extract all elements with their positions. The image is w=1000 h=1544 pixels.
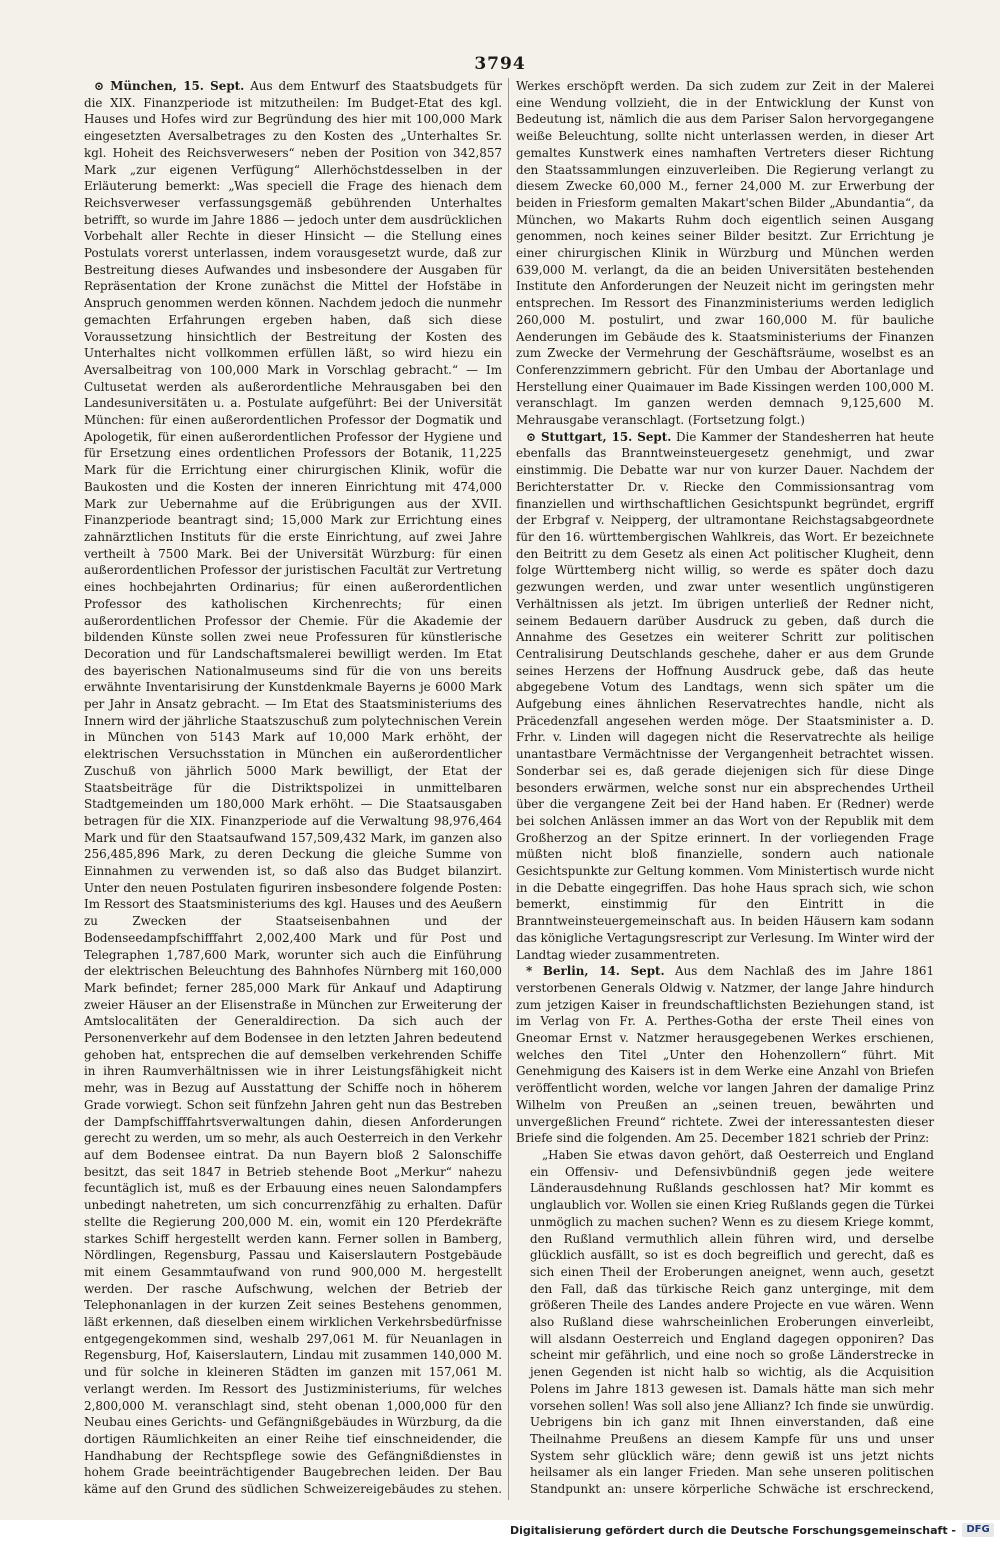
column-divider [508, 78, 509, 1500]
first-letter [516, 1147, 934, 1500]
page-number: 3794 [474, 54, 526, 74]
article-munich-continuation-text: Werkes erschöpft werden. Da sich zudem zur Zeit in der Malerei eine Wendung vollzieht, die in der Entwicklung der Kunst von Bedeutung ist, nämlich die aus dem Pariser Salon hervorgegangene weiße Beleuchtung, sollte nicht unterlassen werden, in dieser Art gemaltes Kunstwerk eines namhaften Vertreters dieser Richtung den Staatssammlungen einzuverleiben. Die Regierung verlangt zu diesem Zwecke 60,000 M., ferner 24,000 M. zur Erwerbung der beiden in Friesform gemalten Makart'schen Bilder „Abundantia“, da München, wo Makarts Ruhm doch eigentlich seinen Ausgang genommen, noch keines seiner Bilder besitzt. Zur Errichtung je einer chirurgischen Klinik in Würzburg und München werden 639,000 M. verlangt, da die an beiden Universitäten bestehenden Institute den Anforderungen der Neuzeit nicht im geringsten mehr entsprechen. Im Ressort des Finanzministeriums werden lediglich 260,000 M. postulirt, und zwar 160,000 M. für bauliche Aenderungen im Gebäude des k. Staatsministeriums der Finanzen zum Zwecke der Vermehrung der Geschäftsräume, woselbst es an Conferenzzimmern gebricht. Für den Umbau der Abortanlage und Herstellung einer Quaimauer im Bade Kissingen werden 100,000 M. veranschlagt. Im ganzen werden demnach 9,125,600 M. Mehrausgabe veranschlagt. (Fortsetzung folgt.) [516, 79, 934, 428]
article-stuttgart [516, 429, 934, 964]
dateline-stuttgart: ⊙ Stuttgart, 15. Sept. [526, 429, 672, 444]
article-stuttgart-text: Die Kammer der Standesherren hat heute ebenfalls das Branntweinsteuergesetz genehmigt, und zwar einstimmig. Die Debatte war nur von kurzer Dauer. Nachdem der Berichterstatter Dr. v. Riecke den Commissionsantrag vom finanziellen und wirthschaftlichen Gesichtspunkt begründet, ergriff der Erbgraf v. Neipperg, der ultramontane Reichstagsabgeordnete für den 16. württembergischen Wahlkreis, das Wort. Er bezeichnete den Beitritt zu dem Gesetz als einen Act politischer Klugheit, denn folge Württemberg nicht willig, so werde es später doch dazu gezwungen werden, und zwar unter wesentlich ungünstigeren Verhältnissen als jetzt. Im übrigen unterließ der Redner nicht, seinem Bedauern darüber Ausdruck zu geben, daß durch die Annahme des Gesetzes ein weiterer Schritt zur politischen Centralisirung Deutschlands geschehe, daher er aus dem Grunde seines Herzens der Hoffnung Ausdruck gebe, daß das heute abgegebene Votum des Landtags, wenn sich später um die Aufgebung eines ähnlichen Reservatrechtes handle, nicht als Präcedenzfall angesehen werden möge. Der Staatsminister a. D. Frhr. v. Linden will dagegen nicht die Reservatrechte als heilige unantastbare Vermächtnisse der Vergangenheit betrachtet wissen. Sonderbar sei es, daß gerade diejenigen sich für diese Dinge besonders erwärmen, welche sonst nur ein absprechendes Urtheil über die vergangene Zeit bei der Hand haben. Er (Redner) werde bei solchen Anlässen immer an das Wort von der Republik mit dem Großherzog an der Spitze erinnert. In der vorliegenden Frage müßten nicht bloß finanzielle, sondern auch nationale Gesichtspunkte zur Geltung kommen. Vom Ministertisch wurde nicht in die Debatte eingegriffen. Das hohe Haus sprach sich, wie schon bemerkt, einstimmig für den Eintritt in die Branntweinsteuergemeinschaft aus. In beiden Häusern kam sodann das königliche Vertagungsrescript zur Verlesung. Im Winter wird der Landtag wieder zusammentreten. [516, 429, 934, 962]
digitization-credit: Digitalisierung gefördert durch die Deutsche Forschungsgemeinschaft - [509, 1524, 956, 1537]
dateline-berlin: * Berlin, 14. Sept. [526, 964, 665, 979]
right-column [516, 78, 934, 1500]
left-column [84, 78, 502, 1500]
article-berlin-text: Aus dem Nachlaß des im Jahre 1861 verstorbenen Generals Oldwig v. Natzmer, der lange Jahre hindurch zum jetzigen Kaiser in freundschaftlichsten Beziehungen stand, ist im Verlag von Fr. A. Perthes-Gotha der erste Theil eines von Gneomar Ernst v. Natzmer herausgegebenen Werkes erschienen, welches den Titel „Unter den Hohenzollern“ führt. Mit Genehmigung des Kaisers ist in dem Werke eine Anzahl von Briefen veröffentlicht worden, welche vor langen Jahren der damalige Prinz Wilhelm von Preußen an „seinen treuen, bewährten und unvergeßlichen Freund“ richtete. Zwei der interessantesten dieser Briefe sind die folgenden. Am 25. December 1821 schrieb der Prinz: [516, 964, 934, 1146]
article-berlin [516, 963, 934, 1147]
first-letter-text: „Haben Sie etwas davon gehört, daß Oesterreich und England ein Offensiv- und Defensivbündniß gegen jede weitere Länderausdehnung Rußlands geschlossen hat? Mir kommt es unglaublich vor. Wollen sie einen Krieg Rußlands gegen die Türkei unmöglich zu machen suchen? Wenn es zu diesem Kriege kommt, den Rußland vermuthlich allein führen wird, und derselbe glücklich ausfällt, so ist es doch begreiflich und gerecht, daß es sich einen Theil der Eroberungen aneignet, wenn auch, gesetzt den Fall, daß das türkische Reich ganz unterginge, mit dem größeren Theile des Landes andere Projecte en vue wären. Wenn also Rußland diese wahrscheinlichen Eroberungen einverleibt, will alsdann Oesterreich und England dagegen opponiren? Das scheint mir gefährlich, und eine noch so große Länderstrecke in jenen Gegenden ist nicht halb so wichtig, als die Acquisition Polens im Jahre 1813 gewesen ist. Damals hätte man sich mehr vorsehen sollen! Was soll also jene Allianz? Ich finde sie unwürdig. Uebrigens bin ich ganz mit Ihnen einverstanden, daß eine Theilnahme Preußens an diesem Kampfe für uns und unser System sehr glücklich wäre; denn gewiß ist uns jetzt nichts heilsamer als ein langer Frieden. Man sehe unseren politischen Standpunkt an: unsere körperliche Schwäche ist erschreckend, [530, 1148, 934, 1497]
dateline-munich: ⊙ München, 15. Sept. [94, 79, 245, 93]
article-munich [84, 78, 502, 1500]
dfg-logo: DFG [962, 1523, 994, 1537]
article-munich-continuation [516, 78, 934, 429]
article-munich-text: Aus dem Entwurf des Staatsbudgets für die XIX. Finanzperiode ist mitzutheilen: Im Budget-Etat des kgl. Hauses und Hofes wird zur Begründung des hier mit 100,000 Mark eingesetzten Aversalbetrages zu den Kosten des „Unterhaltes Sr. kgl. Hoheit des Reichsverwesers“ neben der Position von 342,857 Mark „zur eigenen Verfügung“ Allerhöchstdesselben in der Erläuterung bemerkt: „Was speciell die Frage des hienach dem Reichsverweser verfassungsgemäß gebührenden Unterhaltes betrifft, so wurde im Jahre 1886 — jedoch unter dem ausdrücklichen Vorbehalt aller Rechte in dieser Hinsicht — die Stellung eines Postulats vorerst unterlassen, indem vorausgesetzt wurde, daß zur Bestreitung dieses Aufwandes und insbesondere der Ausgaben für Repräsentation der Krone zunächst die Mittel der Hofstäbe in Anspruch genommen werden können. Nachdem jedoch die nunmehr gemachten Erfahrungen ergeben haben, daß sich diese Voraussetzung hinsichtlich der Bestreitung der Kosten des Unterhaltes nicht vollkommen erfüllen läßt, so wird hiezu ein Aversalbeitrag von 100,000 Mark in Vorschlag gebracht.“ — Im Cultusetat werden als außerordentliche Mehrausgaben bei den Landesuniversitäten u. a. Postulate aufgeführt: Bei der Universität München: für einen außerordentlichen Professor der Dogmatik und Apologetik, für einen außerordentlichen Professor der Hygiene und für Ersetzung eines ordentlichen Professors der Botanik, 11,225 Mark für die Errichtung einer chirurgischen Klinik, wofür die Baukosten und die Kosten der inneren Einrichtung mit 474,000 Mark zur Uebernahme auf die Erübrigungen aus der XVII. Finanzperiode beantragt sind; 15,000 Mark zur Errichtung eines zahnärztlichen Instituts für die erste Einrichtung, auf zwei Jahre vertheilt à 7500 Mark. Bei der Universität Würzburg: für einen außerordentlichen Professor der juristischen Facultät zur Vertretung eines hochbejahrten Ordinarius; für einen außerordentlichen Professor des katholischen Kirchenrechts; für einen außerordentlichen Professor der Chemie. Für die Akademie der bildenden Künste sollen zwei neue Professuren für künstlerische Decoration und für Landschaftsmalerei bewilligt werden. Im Etat des bayerischen Nationalmuseums sind für die von uns bereits erwähnte Inventarisirung der Kunstdenkmale Bayerns je 6000 Mark per Jahr in Ansatz gebracht. — Im Etat des Staatsministeriums des Innern wird der jährliche Staatszuschuß zum polytechnischen Verein in München von 5143 Mark auf 10,000 Mark erhöht, der elektrischen Versuchsstation in München ein außerordentlicher Zuschuß von jährlich 5000 Mark bewilligt, der Etat der Staatsbeiträge für die Distriktspolizei in unmittelbaren Stadtgemeinden um 180,000 Mark erhöht. — Die Staatsausgaben betragen für die XIX. Finanzperiode auf die Verwaltung 98,976,464 Mark und für den Staatsaufwand 157,509,432 Mark, im ganzen also 256,485,896 Mark, zu deren Deckung die gleiche Summe von Einnahmen zu verwenden ist, so daß also das Budget bilanzirt. Unter den neuen Postulaten figuriren insbesondere folgende Posten: Im Ressort des Staatsministeriums des kgl. Hauses und des Aeußern zu Zwecken der Staatseisenbahnen und der Bodenseedampfschifffahrt 2,002,400 Mark und für Post und Telegraphen 1,787,600 Mark, worunter sich auch die Einführung der elektrischen Beleuchtung des Bahnhofes Nürnberg mit 160,000 Mark befindet; ferner 285,000 Mark für Ankauf und Adaptirung zweier Häuser an der Elisenstraße in München zur Erweiterung der Amtslocalitäten der Generaldirection. Da sich auch der Personenverkehr auf dem Bodensee in den letzten Jahren bedeutend gehoben hat, entsprechen die auf demselben verkehrenden Schiffe in ihren Raumverhältnissen wie in ihrer Leistungsfähigkeit nicht mehr, was in Bezug auf Ausstattung der Schiffe noch in höherem Grade vorwiegt. Schon seit fünfzehn Jahren geht nun das Bestreben der Dampfschifffahrtsverwaltungen dahin, diesen Anforderungen gerecht zu werden, um so mehr, als auch Oesterreich in den Verkehr auf dem Bodensee eintrat. Da nun Bayern bloß 2 Salonschiffe besitzt, das seit 1847 in Betrieb stehende Boot „Merkur“ nahezu fecuntäglich ist, muß es der Erbauung eines neuen Salondampfers unbedingt nahetreten, um sich concurrenzfähig zu erhalten. Dafür stellte die Regierung 200,000 M. ein, womit ein 120 Pferdekräfte starkes Schiff hergestellt werden kann. Ferner sollen in Bamberg, Nördlingen, Regensburg, Passau und Kaiserslautern Postgebäude mit einem Gesammtaufwand von rund 900,000 M. hergestellt werden. Der rasche Aufschwung, welchen der Betrieb der Telephonanlagen in der kurzen Zeit seines Bestehens genommen, läßt erkennen, daß dieselben einem wirklichen Verkehrsbedürfnisse entgegengekommen sind, weshalb 297,061 M. für Neuanlagen in Regensburg, Hof, Kaiserslautern, Lindau mit zusammen 140,000 M. und für solche in kleineren Städten im ganzen mit 157,061 M. verlangt werden. Im Ressort des Justizministeriums, für welches 2,800,000 M. veranschlagt sind, steht obenan 1,000,000 für den Neubau eines Gerichts- und Gefängnißgebäudes in Würzburg, da die dortigen Räumlichkeiten an einer Reihe tief einschneidender, die Handhabung der Rechtspflege sowie des Gefängnißdienstes in hohem Grade beeinträchtigender Baugebrechen leiden. Der Bau käme auf den Grund des südlichen Schweizereigebäudes zu stehen. [84, 79, 502, 1497]
